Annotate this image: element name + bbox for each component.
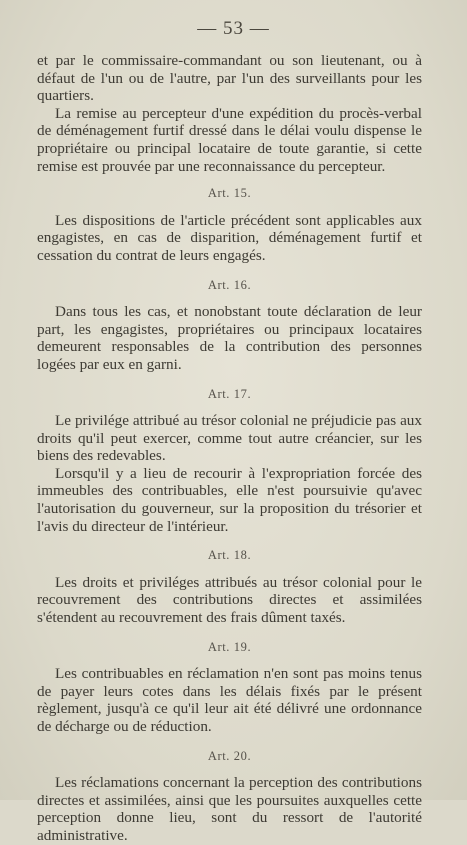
paragraph-art-16: Dans tous les cas, et nonobstant toute déclaration de leur part, les engagistes, propriétaires ou principaux locataires demeurent responsables de la contribution des personnes logées par eux en garni. <box>37 303 422 373</box>
article-heading-16: Art. 16. <box>207 277 252 292</box>
paragraph-art-17-a: Le privilége attribué au trésor colonial ne préjudicie pas aux droits qu'il peut exercer, comme tout autre créancier, sur les biens des redevables. <box>37 412 422 465</box>
paragraph-art-15: Les dispositions de l'article précédent sont applicables aux engagistes, en cas de disparition, déménagement furtif et cessation du contrat de leurs engagés. <box>37 211 422 264</box>
paragraph-art-17-b: Lorsqu'il y a lieu de recourir à l'expropriation forcée des immeubles des contribuables, elle n'est poursuivie qu'avec l'autorisation du gouverneur, sur la proposition du trésorier et l'avis du directeur de l'intérieur. <box>37 464 422 535</box>
page-number: — 53 — <box>197 18 270 39</box>
article-heading-19: Art. 19. <box>207 639 252 654</box>
paragraph-art-19: Les contribuables en réclamation n'en sont pas moins tenus de payer leurs cotes dans les délais fixés par le présent règlement, jusqu'à ce qu'il leur ait été délivré une ordonnance de décharge ou de réduction. <box>37 665 422 735</box>
article-heading-17: Art. 17. <box>207 386 252 401</box>
article-heading-15: Art. 15. <box>207 186 252 201</box>
page-body <box>37 52 422 845</box>
paragraph-art-18: Les droits et priviléges attribués au trésor colonial pour le recouvrement des contributions directes et assimilées s'étendent au recouvrement des frais dûment taxés. <box>37 573 422 627</box>
article-heading-20: Art. 20. <box>207 748 252 763</box>
article-heading-18: Art. 18. <box>207 548 252 563</box>
paragraph-art-20: Les réclamations concernant la perception des contributions directes et assimilées, ainsi que les poursuites auxquelles cette perception donne lieu, sont du ressort de l'autorité administrative. <box>37 774 422 844</box>
paragraph-continuation: et par le commissaire-commandant ou son lieutenant, ou à défaut de l'un ou de l'autre, par l'un des surveillants pour les quartiers. <box>37 52 422 105</box>
paragraph-remise: La remise au percepteur d'une expédition du procès-verbal de déménagement furtif dressé dans le délai voulu dispense le propriétaire ou principal locataire de toute garantie, si cette remise est prouvée par une reconnaissance du percepteur. <box>37 104 422 175</box>
